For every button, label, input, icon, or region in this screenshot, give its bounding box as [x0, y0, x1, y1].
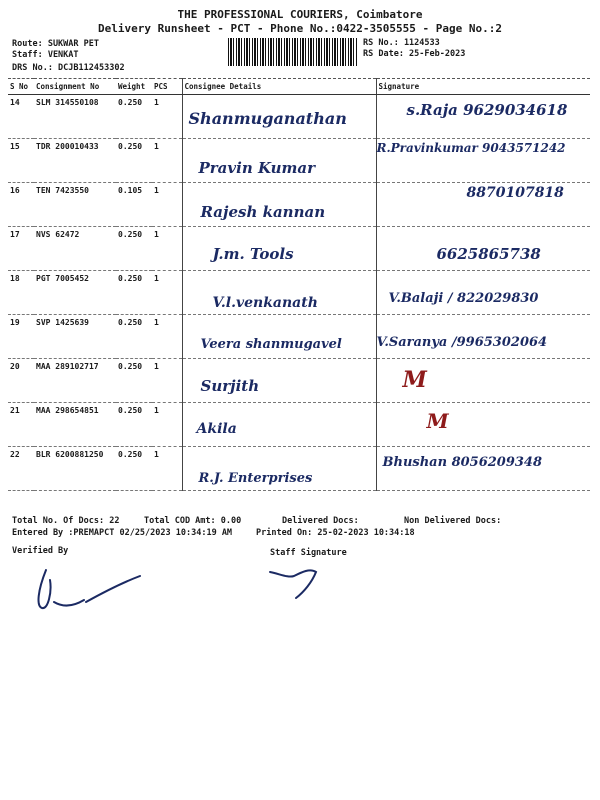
col-sno: S No — [8, 79, 34, 95]
route-label: Route: SUKWAR PET — [12, 39, 99, 49]
cell-pcs: 1 — [152, 183, 182, 227]
cell-consignee — [182, 359, 376, 403]
cell-sno: 19 — [8, 315, 34, 359]
cell-consignment: PGT 7005452 — [34, 271, 116, 315]
table-row — [8, 227, 590, 271]
cell-signature — [376, 183, 590, 227]
col-signature: Signature — [376, 79, 590, 95]
cell-weight: 0.250 — [116, 139, 152, 183]
cell-consignment: TEN 7423550 — [34, 183, 116, 227]
signature-handwriting: s.Raja 9629034618 — [406, 101, 568, 119]
cell-consignment: BLR 6200881250 — [34, 447, 116, 491]
cell-signature — [376, 227, 590, 271]
cell-consignee — [182, 447, 376, 491]
table-row — [8, 183, 590, 227]
verified-by-label: Verified By — [12, 546, 69, 556]
total-docs: Total No. Of Docs: 22 — [12, 516, 120, 526]
cell-signature — [376, 315, 590, 359]
cell-pcs: 1 — [152, 447, 182, 491]
consignee-handwriting: Akila — [196, 421, 237, 437]
company-title: THE PROFESSIONAL COURIERS, Coimbatore — [177, 8, 423, 21]
total-cod: Total COD Amt: 0.00 — [144, 516, 242, 526]
drs-number: DRS No.: DCJB112453302 — [12, 63, 125, 73]
col-consignment: Consignment No — [34, 79, 116, 95]
cell-weight: 0.250 — [116, 271, 152, 315]
staff-signature-mark — [266, 562, 336, 602]
entered-by: Entered By :PREMAPCT 02/25/2023 10:34:19 AM — [12, 528, 233, 538]
cell-consignment: MAA 298654851 — [34, 403, 116, 447]
consignee-handwriting: Pravin Kumar — [198, 159, 316, 177]
signature-handwriting: R.Pravinkumar 9043571242 — [376, 141, 566, 155]
cell-consignment: TDR 200010433 — [34, 139, 116, 183]
cell-signature — [376, 359, 590, 403]
cell-consignment: SVP 1425639 — [34, 315, 116, 359]
signature-handwriting: M — [402, 367, 427, 393]
barcode — [228, 38, 358, 66]
cell-signature — [376, 95, 590, 139]
cell-consignee — [182, 139, 376, 183]
table-row — [8, 359, 590, 403]
cell-pcs: 1 — [152, 227, 182, 271]
table-body — [8, 95, 590, 491]
cell-pcs: 1 — [152, 271, 182, 315]
runsheet-title: Delivery Runsheet - PCT - Phone No.:0422-3505555 - Page No.:2 — [98, 22, 502, 35]
cell-signature — [376, 139, 590, 183]
cell-consignment: MAA 289102717 — [34, 359, 116, 403]
cell-pcs: 1 — [152, 315, 182, 359]
cell-weight: 0.250 — [116, 95, 152, 139]
cell-signature — [376, 403, 590, 447]
staff-label: Staff: VENKAT — [12, 50, 79, 60]
signature-handwriting: V.Balaji / 822029830 — [388, 291, 539, 306]
col-weight: Weight — [116, 79, 152, 95]
signature-handwriting: 8870107818 — [466, 185, 564, 201]
cell-weight: 0.105 — [116, 183, 152, 227]
table-row — [8, 403, 590, 447]
cell-sno: 18 — [8, 271, 34, 315]
cell-consignee — [182, 227, 376, 271]
cell-consignment: NVS 62472 — [34, 227, 116, 271]
cell-weight: 0.250 — [116, 447, 152, 491]
consignee-handwriting: V.l.venkanath — [212, 295, 318, 311]
cell-consignee — [182, 315, 376, 359]
consignee-handwriting: Shanmuganathan — [188, 109, 347, 128]
rs-date: RS Date: 25-Feb-2023 — [363, 49, 466, 59]
cell-pcs: 1 — [152, 359, 182, 403]
consignee-handwriting: R.J. Enterprises — [198, 471, 313, 486]
signature-handwriting: M — [426, 409, 449, 433]
cell-consignee — [182, 403, 376, 447]
runsheet-table — [8, 78, 590, 491]
staff-signature-label: Staff Signature — [270, 548, 347, 558]
printed-on: Printed On: 25-02-2023 10:34:18 — [256, 528, 415, 538]
cell-signature — [376, 447, 590, 491]
delivered-docs: Delivered Docs: — [282, 516, 359, 526]
cell-weight: 0.250 — [116, 227, 152, 271]
signature-handwriting: Bhushan 8056209348 — [382, 455, 543, 470]
col-consignee: Consignee Details — [182, 79, 376, 95]
consignee-handwriting: Veera shanmugavel — [200, 337, 342, 352]
cell-weight: 0.250 — [116, 359, 152, 403]
signature-handwriting: 6625865738 — [436, 245, 541, 263]
verified-signature-mark — [34, 562, 144, 618]
consignee-handwriting: Surjith — [200, 377, 260, 395]
cell-consignee — [182, 183, 376, 227]
cell-consignment: SLM 314550108 — [34, 95, 116, 139]
cell-pcs: 1 — [152, 139, 182, 183]
cell-sno: 15 — [8, 139, 34, 183]
table-row — [8, 139, 590, 183]
table-header-row — [8, 79, 590, 95]
cell-sno: 16 — [8, 183, 34, 227]
table-row — [8, 95, 590, 139]
cell-weight: 0.250 — [116, 403, 152, 447]
cell-sno: 17 — [8, 227, 34, 271]
cell-sno: 22 — [8, 447, 34, 491]
table-row — [8, 315, 590, 359]
table-row — [8, 271, 590, 315]
non-delivered-docs: Non Delivered Docs: — [404, 516, 502, 526]
cell-weight: 0.250 — [116, 315, 152, 359]
cell-sno: 21 — [8, 403, 34, 447]
rs-number: RS No.: 1124533 — [363, 38, 440, 48]
col-pcs: PCS — [152, 79, 182, 95]
consignee-handwriting: Rajesh kannan — [200, 203, 326, 221]
cell-sno: 14 — [8, 95, 34, 139]
cell-signature — [376, 271, 590, 315]
table-row — [8, 447, 590, 491]
cell-consignee — [182, 95, 376, 139]
cell-pcs: 1 — [152, 95, 182, 139]
cell-pcs: 1 — [152, 403, 182, 447]
signature-handwriting: V.Saranya /9965302064 — [376, 335, 548, 350]
cell-consignee — [182, 271, 376, 315]
cell-sno: 20 — [8, 359, 34, 403]
consignee-handwriting: J.m. Tools — [212, 245, 294, 263]
